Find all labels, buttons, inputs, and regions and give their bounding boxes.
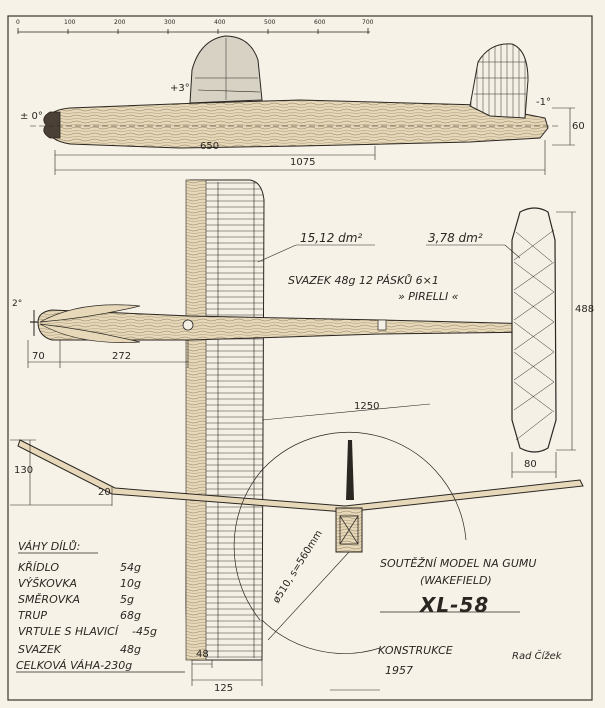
model-title: XL-58	[420, 593, 490, 617]
fin-side	[470, 44, 528, 118]
subtitle-competition: SOUTĚŽNÍ MODEL NA GUMU	[380, 557, 537, 570]
scale-tick: 300	[164, 19, 176, 26]
scale-tick: 600	[314, 19, 326, 26]
rubber-label: SVAZEK 48g 12 PÁSKŮ 6×1	[288, 274, 439, 287]
dim-272: 272	[112, 351, 132, 362]
wing-front	[18, 440, 583, 512]
angle-2-label: 2°	[12, 299, 23, 309]
subtitle-wakefield: (WAKEFIELD)	[420, 574, 492, 587]
weight-row-name: SVAZEK	[18, 643, 61, 656]
top-view	[28, 180, 576, 686]
brand-label: » PIRELLI «	[398, 290, 459, 303]
weight-row-value: 54g	[120, 561, 141, 574]
weight-row-value: 10g	[120, 577, 141, 590]
author-signature: Rad Čížek	[512, 651, 562, 662]
dim-488: 488	[575, 304, 595, 315]
dim-1075: 1075	[290, 157, 316, 168]
angle-tail-label: -1°	[536, 97, 551, 108]
dim-125: 125	[214, 683, 234, 694]
weight-row-value: 5g	[120, 593, 134, 606]
dim-20: 20	[98, 487, 111, 498]
prop-arc	[262, 432, 466, 540]
weight-row-name: VÝŠKOVKA	[18, 577, 78, 590]
angle-nose-label: ± 0°	[20, 111, 43, 122]
scale-tick: 200	[114, 19, 126, 26]
prop-dimension-label: ø510, s=560mm	[271, 528, 325, 606]
angle-wing-label: +3°	[170, 83, 190, 94]
stabilizer-top	[512, 208, 556, 452]
scale-bar	[18, 28, 370, 34]
scale-tick: 700	[362, 19, 374, 26]
dim-1250: 1250	[354, 401, 380, 412]
scale-tick: 400	[214, 19, 226, 26]
weight-row-name: TRUP	[18, 609, 48, 622]
weight-total: CELKOVÁ VÁHA-230g	[16, 659, 133, 672]
weight-row-name: VRTULE S HLAVICÍ	[18, 625, 119, 638]
dim-70: 70	[32, 351, 45, 362]
wing-area-label: 15,12 dm²	[300, 231, 363, 245]
dim-130: 130	[14, 465, 34, 476]
weight-row-value: -45g	[132, 625, 157, 638]
year-label: 1957	[385, 664, 413, 677]
weight-row-value: 48g	[120, 643, 141, 656]
weight-row-name: SMĚROVKA	[18, 593, 80, 606]
scale-tick: 500	[264, 19, 276, 26]
side-view	[30, 36, 575, 175]
scale-tick: 0	[16, 19, 20, 26]
dim-60: 60	[572, 121, 585, 132]
weight-row-value: 68g	[120, 609, 141, 622]
weight-row-name: KŘÍDLO	[18, 561, 60, 574]
construction-label: KONSTRUKCE	[378, 644, 453, 657]
nose-side	[44, 112, 60, 138]
weights-heading: VÁHY DÍLŮ:	[18, 540, 81, 553]
scale-tick: 100	[64, 19, 76, 26]
dim-48: 48	[196, 649, 209, 660]
dim-80: 80	[524, 459, 537, 470]
stab-area-label: 3,78 dm²	[428, 231, 483, 245]
dim-650: 650	[200, 141, 220, 152]
fuselage-top	[38, 310, 545, 340]
